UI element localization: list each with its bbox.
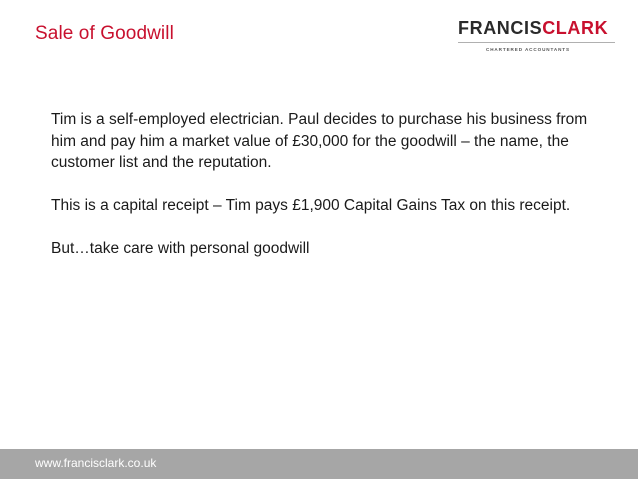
logo-wordmark-part2: CLARK [542, 18, 609, 38]
body-paragraph-1: Tim is a self-employed electrician. Paul decides to purchase his business from him and pay him a market value of £30,000 for the goodwill – the name, the customer list and the reputation. [51, 111, 588, 171]
body-paragraph-2: This is a capital receipt – Tim pays £1,900 Capital Gains Tax on this receipt. [51, 197, 571, 214]
logo-divider [458, 42, 615, 43]
slide-body [51, 109, 596, 281]
footer-url[interactable]: www.francisclark.co.uk [35, 456, 157, 470]
body-paragraph-3: But…take care with personal goodwill [51, 240, 310, 257]
logo-wordmark-part1: FRANCIS [458, 18, 543, 38]
logo-wordmark [458, 18, 608, 39]
slide-title: Sale of Goodwill [35, 23, 174, 44]
company-logo [458, 18, 618, 58]
logo-tagline: CHARTERED ACCOUNTANTS [486, 47, 570, 52]
footer-bar [0, 449, 638, 479]
